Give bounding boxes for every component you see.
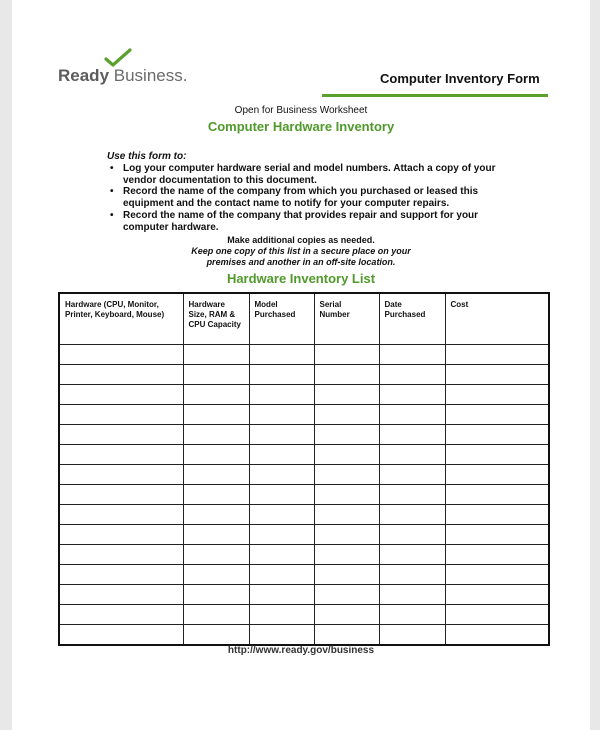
table-cell[interactable] bbox=[314, 465, 379, 485]
column-header-size: Hardware Size, RAM & CPU Capacity bbox=[183, 293, 249, 345]
table-cell[interactable] bbox=[249, 345, 314, 365]
table-cell[interactable] bbox=[445, 385, 549, 405]
table-cell[interactable] bbox=[445, 585, 549, 605]
table-row bbox=[59, 445, 549, 465]
table-cell[interactable] bbox=[445, 465, 549, 485]
table-cell[interactable] bbox=[59, 585, 183, 605]
table-row bbox=[59, 605, 549, 625]
table-cell[interactable] bbox=[183, 525, 249, 545]
table-cell[interactable] bbox=[379, 545, 445, 565]
table-cell[interactable] bbox=[249, 585, 314, 605]
table-cell[interactable] bbox=[314, 625, 379, 646]
table-cell[interactable] bbox=[183, 545, 249, 565]
column-header-cost: Cost bbox=[445, 293, 549, 345]
table-cell[interactable] bbox=[379, 585, 445, 605]
table-cell[interactable] bbox=[314, 505, 379, 525]
table-cell[interactable] bbox=[249, 565, 314, 585]
table-cell[interactable] bbox=[249, 485, 314, 505]
table-cell[interactable] bbox=[59, 545, 183, 565]
table-cell[interactable] bbox=[445, 525, 549, 545]
table-cell[interactable] bbox=[445, 445, 549, 465]
table-row bbox=[59, 405, 549, 425]
instruction-item: • Log your computer hardware serial and model numbers. Attach a copy of your vendor documentation to this document. bbox=[107, 163, 517, 186]
table-row bbox=[59, 585, 549, 605]
title-underline bbox=[322, 94, 548, 97]
table-cell[interactable] bbox=[59, 385, 183, 405]
brand-name-rest: Business. bbox=[109, 66, 188, 85]
table-cell[interactable] bbox=[183, 425, 249, 445]
table-cell[interactable] bbox=[183, 565, 249, 585]
table-cell[interactable] bbox=[59, 465, 183, 485]
table-cell[interactable] bbox=[314, 565, 379, 585]
copies-note: Make additional copies as needed. bbox=[227, 235, 375, 245]
storage-note bbox=[12, 246, 590, 268]
brand-name bbox=[58, 66, 187, 86]
table-cell[interactable] bbox=[314, 485, 379, 505]
table-body bbox=[59, 345, 549, 646]
table-cell[interactable] bbox=[59, 625, 183, 646]
table-cell[interactable] bbox=[379, 445, 445, 465]
table-cell[interactable] bbox=[314, 405, 379, 425]
table-cell[interactable] bbox=[59, 345, 183, 365]
table-cell[interactable] bbox=[379, 465, 445, 485]
table-cell[interactable] bbox=[314, 365, 379, 385]
table-cell[interactable] bbox=[249, 425, 314, 445]
table-cell[interactable] bbox=[314, 545, 379, 565]
table-cell[interactable] bbox=[314, 585, 379, 605]
footer-url[interactable]: http://www.ready.gov/business bbox=[227, 645, 375, 656]
table-cell[interactable] bbox=[249, 465, 314, 485]
table-cell[interactable] bbox=[314, 345, 379, 365]
table-cell[interactable] bbox=[183, 465, 249, 485]
table-row bbox=[59, 365, 549, 385]
instructions-list bbox=[107, 163, 517, 233]
table-cell[interactable] bbox=[249, 545, 314, 565]
table-cell[interactable] bbox=[445, 485, 549, 505]
column-header-serial: Serial Number bbox=[314, 293, 379, 345]
table-cell[interactable] bbox=[249, 385, 314, 405]
table-cell[interactable] bbox=[445, 605, 549, 625]
table-row bbox=[59, 425, 549, 445]
table-cell[interactable] bbox=[445, 565, 549, 585]
table-cell[interactable] bbox=[445, 425, 549, 445]
table-cell[interactable] bbox=[314, 525, 379, 545]
table-cell[interactable] bbox=[59, 605, 183, 625]
table-cell[interactable] bbox=[59, 405, 183, 425]
table-cell[interactable] bbox=[183, 605, 249, 625]
table-cell[interactable] bbox=[379, 365, 445, 385]
table-cell[interactable] bbox=[314, 445, 379, 465]
table-header-row bbox=[59, 293, 549, 345]
table-row bbox=[59, 505, 549, 525]
table-row bbox=[59, 465, 549, 485]
table-cell[interactable] bbox=[379, 425, 445, 445]
table-cell[interactable] bbox=[314, 605, 379, 625]
table-cell[interactable] bbox=[249, 445, 314, 465]
table-cell[interactable] bbox=[445, 625, 549, 646]
table-cell[interactable] bbox=[183, 625, 249, 646]
table-cell[interactable] bbox=[183, 345, 249, 365]
table-cell[interactable] bbox=[445, 345, 549, 365]
table-cell[interactable] bbox=[249, 365, 314, 385]
instruction-item: • Record the name of the company from which you purchased or leased this equipment and the contact name to notify for your computer repairs. bbox=[107, 186, 517, 209]
table-cell[interactable] bbox=[379, 345, 445, 365]
document-title: Computer Inventory Form bbox=[380, 71, 540, 86]
table-cell[interactable] bbox=[59, 565, 183, 585]
hardware-inventory-table bbox=[58, 292, 550, 646]
table-cell[interactable] bbox=[183, 585, 249, 605]
table-cell[interactable] bbox=[183, 405, 249, 425]
table-cell[interactable] bbox=[379, 605, 445, 625]
column-header-hardware: Hardware (CPU, Monitor, Printer, Keyboard, Mouse) bbox=[59, 293, 183, 345]
use-form-heading: Use this form to: bbox=[107, 151, 187, 162]
table-cell[interactable] bbox=[445, 405, 549, 425]
table-cell[interactable] bbox=[59, 505, 183, 525]
table-cell[interactable] bbox=[379, 485, 445, 505]
table-row bbox=[59, 385, 549, 405]
table-cell[interactable] bbox=[445, 505, 549, 525]
table-cell[interactable] bbox=[59, 425, 183, 445]
main-title: Computer Hardware Inventory bbox=[207, 119, 395, 134]
table-row bbox=[59, 345, 549, 365]
table-row bbox=[59, 565, 549, 585]
storage-note-line-1: Keep one copy of this list in a secure place on your bbox=[191, 246, 411, 256]
table-cell[interactable] bbox=[445, 365, 549, 385]
inventory-list-title: Hardware Inventory List bbox=[226, 271, 376, 286]
table-row bbox=[59, 525, 549, 545]
document-page bbox=[12, 0, 590, 730]
table-cell[interactable] bbox=[314, 385, 379, 405]
table-cell[interactable] bbox=[249, 625, 314, 646]
table-cell[interactable] bbox=[183, 485, 249, 505]
table-cell[interactable] bbox=[249, 605, 314, 625]
table-cell[interactable] bbox=[379, 505, 445, 525]
table-row bbox=[59, 485, 549, 505]
table-cell[interactable] bbox=[249, 525, 314, 545]
checkmark-icon bbox=[104, 48, 132, 68]
table-cell[interactable] bbox=[59, 485, 183, 505]
table-cell[interactable] bbox=[379, 565, 445, 585]
table-cell[interactable] bbox=[445, 545, 549, 565]
table-cell[interactable] bbox=[183, 505, 249, 525]
table-row bbox=[59, 625, 549, 646]
worksheet-label: Open for Business Worksheet bbox=[234, 105, 368, 116]
brand-name-bold: Ready bbox=[58, 66, 110, 85]
column-header-date: Date Purchased bbox=[379, 293, 445, 345]
table-cell[interactable] bbox=[59, 365, 183, 385]
table-cell[interactable] bbox=[379, 625, 445, 646]
column-header-model: Model Purchased bbox=[249, 293, 314, 345]
table-cell[interactable] bbox=[59, 525, 183, 545]
storage-note-line-2: premises and another in an off-site location. bbox=[206, 257, 396, 267]
table-row bbox=[59, 545, 549, 565]
table-cell[interactable] bbox=[59, 445, 183, 465]
table-cell[interactable] bbox=[183, 385, 249, 405]
table-cell[interactable] bbox=[379, 405, 445, 425]
table-cell[interactable] bbox=[183, 445, 249, 465]
table-cell[interactable] bbox=[379, 525, 445, 545]
table-cell[interactable] bbox=[183, 365, 249, 385]
table-cell[interactable] bbox=[249, 505, 314, 525]
table-cell[interactable] bbox=[379, 385, 445, 405]
instruction-item: • Record the name of the company that provides repair and support for your computer hardware. bbox=[107, 210, 517, 233]
table-cell[interactable] bbox=[249, 405, 314, 425]
table-cell[interactable] bbox=[314, 425, 379, 445]
